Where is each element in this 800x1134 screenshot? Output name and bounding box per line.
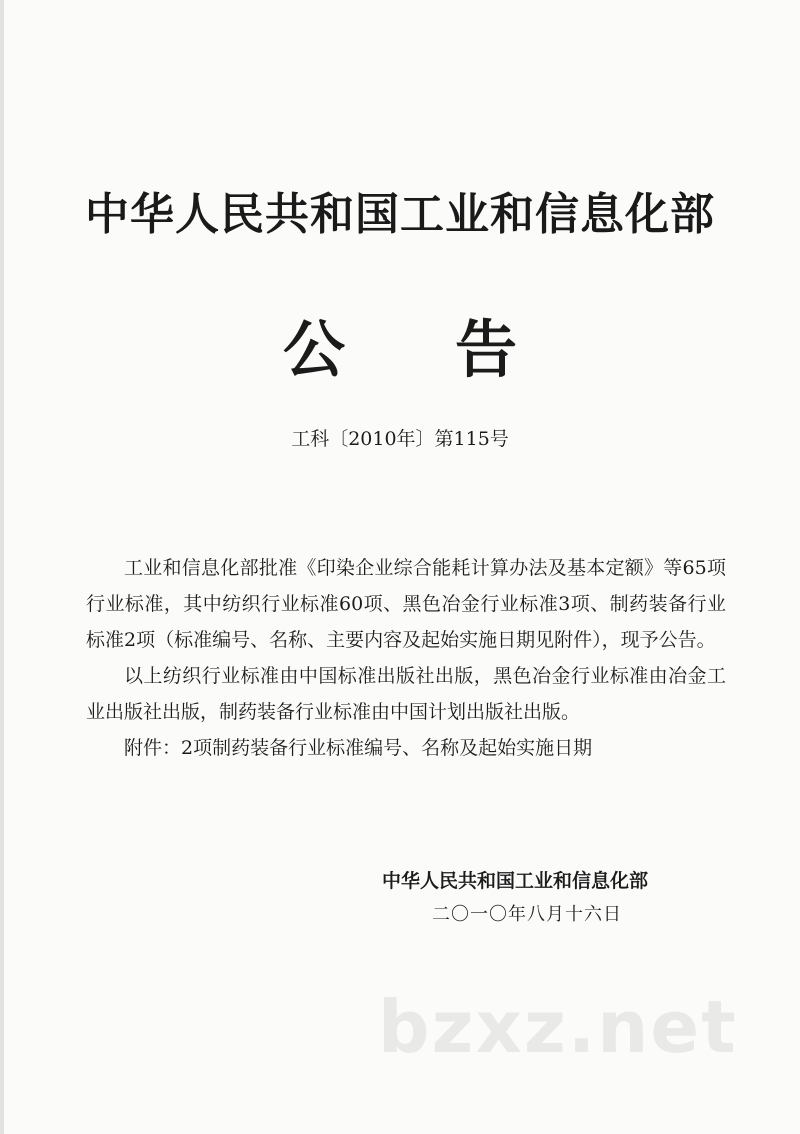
notice-body [86, 550, 726, 766]
scan-edge [0, 0, 4, 1134]
signature-organization: 中华人民共和国工业和信息化部 [382, 870, 649, 892]
document-number: 工科〔2010年〕第115号 [291, 428, 509, 450]
signature-date: 二〇一〇年八月十六日 [432, 904, 622, 925]
notice-title: 公告 [282, 313, 627, 386]
paragraph-publishers: 以上纺织行业标准由中国标准出版社出版，黑色冶金行业标准由冶金工业出版社出版，制药装备行业标准由中国计划出版社出版。 [86, 665, 726, 723]
paragraph-attachment: 附件：2项制药装备行业标准编号、名称及起始实施日期 [124, 737, 593, 759]
ministry-title: 中华人民共和国工业和信息化部 [85, 189, 715, 240]
watermark: bzxz.net [378, 985, 738, 1069]
paragraph-approval: 工业和信息化部批准《印染企业综合能耗计算办法及基本定额》等65项行业标准，其中纺织行业标准60项、黑色冶金行业标准3项、制药装备行业标准2项（标准编号、名称、主要内容及起始实施日期见附件），现予公告。 [86, 557, 726, 651]
